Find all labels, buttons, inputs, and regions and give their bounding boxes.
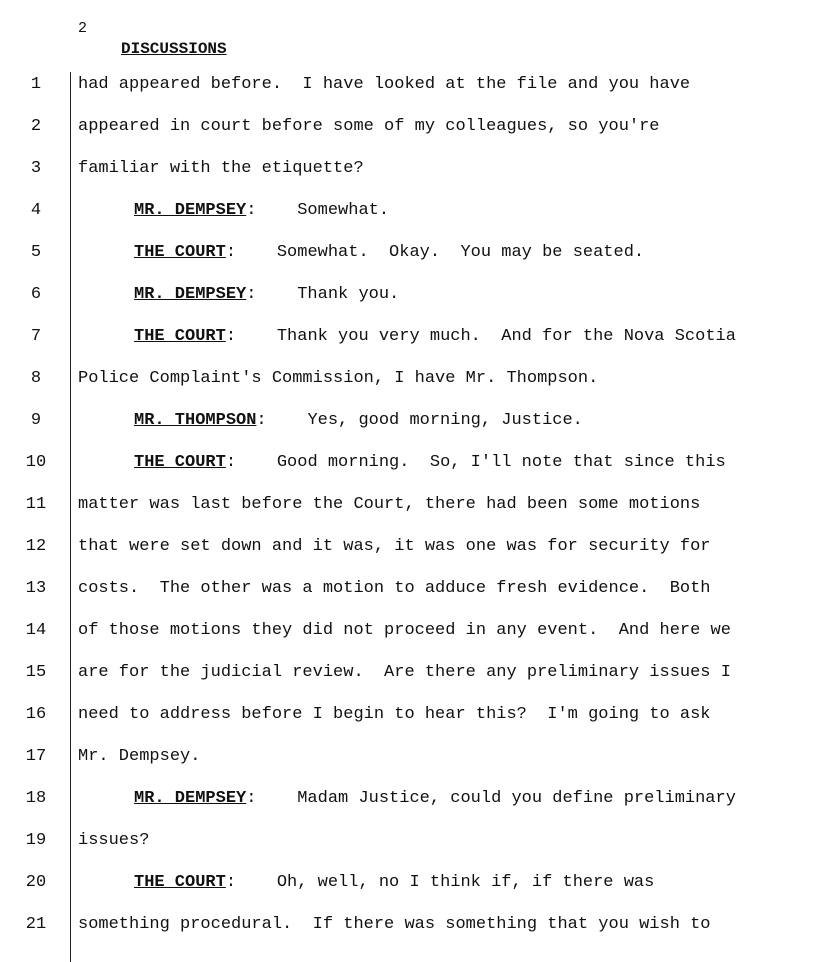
transcript-line — [0, 862, 818, 904]
line-text — [134, 274, 399, 316]
transcript-line — [0, 274, 818, 316]
line-number: 13 — [25, 579, 47, 598]
transcript-line — [0, 316, 818, 358]
line-text: Mr. Dempsey. — [78, 747, 201, 766]
line-number: 21 — [25, 915, 47, 934]
speaker-colon: : — [225, 243, 277, 262]
section-heading: DISCUSSIONS — [121, 40, 227, 58]
line-text: of those motions they did not proceed in any event. And here we — [78, 621, 731, 640]
line-number: 18 — [25, 789, 47, 808]
line-text: Police Complaint's Commission, I have Mr. Thompson. — [78, 369, 599, 388]
speaker-name: THE COURT — [134, 327, 226, 346]
speaker-name: MR. DEMPSEY — [134, 789, 247, 808]
page-number: 2 — [78, 20, 88, 37]
line-number: 10 — [25, 453, 47, 472]
speaker-name: THE COURT — [134, 243, 226, 262]
line-number: 11 — [25, 495, 47, 514]
transcript-line — [0, 358, 818, 400]
transcript-line — [0, 568, 818, 610]
transcript-line — [0, 820, 818, 862]
speaker-colon: : — [246, 201, 298, 220]
line-number: 3 — [30, 159, 42, 178]
transcript-line — [0, 232, 818, 274]
line-text: matter was last before the Court, there had been some motions — [78, 495, 701, 514]
speech-text: Yes, good morning, Justice. — [307, 411, 583, 430]
transcript-line — [0, 148, 818, 190]
line-number: 9 — [30, 411, 42, 430]
line-text: appeared in court before some of my colleagues, so you're — [78, 117, 660, 136]
transcript-line — [0, 190, 818, 232]
transcript-line — [0, 484, 818, 526]
speaker-colon: : — [256, 411, 308, 430]
transcript-line — [0, 526, 818, 568]
speech-text: Madam Justice, could you define preliminary — [297, 789, 736, 808]
line-number: 2 — [30, 117, 42, 136]
speech-text: Somewhat. — [297, 201, 390, 220]
line-text: that were set down and it was, it was one was for security for — [78, 537, 711, 556]
speech-text: Thank you. — [297, 285, 400, 304]
line-text: costs. The other was a motion to adduce fresh evidence. Both — [78, 579, 711, 598]
line-number: 1 — [30, 75, 42, 94]
line-number: 8 — [30, 369, 42, 388]
line-text: something procedural. If there was something that you wish to — [78, 915, 711, 934]
speaker-colon: : — [246, 285, 298, 304]
line-number: 5 — [30, 243, 42, 262]
line-number: 14 — [25, 621, 47, 640]
line-number: 7 — [30, 327, 42, 346]
line-text — [134, 190, 389, 232]
speaker-name: MR. DEMPSEY — [134, 201, 247, 220]
speech-text: Thank you very much. And for the Nova Scotia — [276, 327, 736, 346]
line-text — [134, 400, 583, 442]
transcript-body — [0, 64, 818, 946]
transcript-line — [0, 778, 818, 820]
transcript-line — [0, 442, 818, 484]
line-number: 16 — [25, 705, 47, 724]
line-text: had appeared before. I have looked at the file and you have — [78, 75, 691, 94]
line-text — [134, 232, 644, 274]
speech-text: Oh, well, no I think if, if there was — [276, 873, 655, 892]
transcript-line — [0, 106, 818, 148]
transcript-line — [0, 652, 818, 694]
line-text — [134, 778, 736, 820]
line-text: familiar with the etiquette? — [78, 159, 364, 178]
transcript-line — [0, 736, 818, 778]
speaker-colon: : — [225, 873, 277, 892]
line-number: 4 — [30, 201, 42, 220]
speaker-name: THE COURT — [134, 873, 226, 892]
transcript-line — [0, 694, 818, 736]
line-number: 19 — [25, 831, 47, 850]
transcript-line — [0, 64, 818, 106]
line-text: are for the judicial review. Are there any preliminary issues I — [78, 663, 731, 682]
line-number: 6 — [30, 285, 42, 304]
speaker-colon: : — [246, 789, 298, 808]
speech-text: Somewhat. Okay. You may be seated. — [276, 243, 645, 262]
line-text — [134, 862, 654, 904]
speaker-name: THE COURT — [134, 453, 226, 472]
line-text: issues? — [78, 831, 150, 850]
line-text — [134, 442, 726, 484]
speaker-colon: : — [225, 453, 277, 472]
line-number: 15 — [25, 663, 47, 682]
speaker-name: MR. DEMPSEY — [134, 285, 247, 304]
line-number: 17 — [25, 747, 47, 766]
speaker-name: MR. THOMPSON — [134, 411, 257, 430]
line-number: 20 — [25, 873, 47, 892]
speaker-colon: : — [225, 327, 277, 346]
transcript-line — [0, 400, 818, 442]
line-number: 12 — [25, 537, 47, 556]
transcript-line — [0, 904, 818, 946]
transcript-line — [0, 610, 818, 652]
line-text — [134, 316, 736, 358]
line-text: need to address before I begin to hear this? I'm going to ask — [78, 705, 711, 724]
speech-text: Good morning. So, I'll note that since this — [276, 453, 726, 472]
